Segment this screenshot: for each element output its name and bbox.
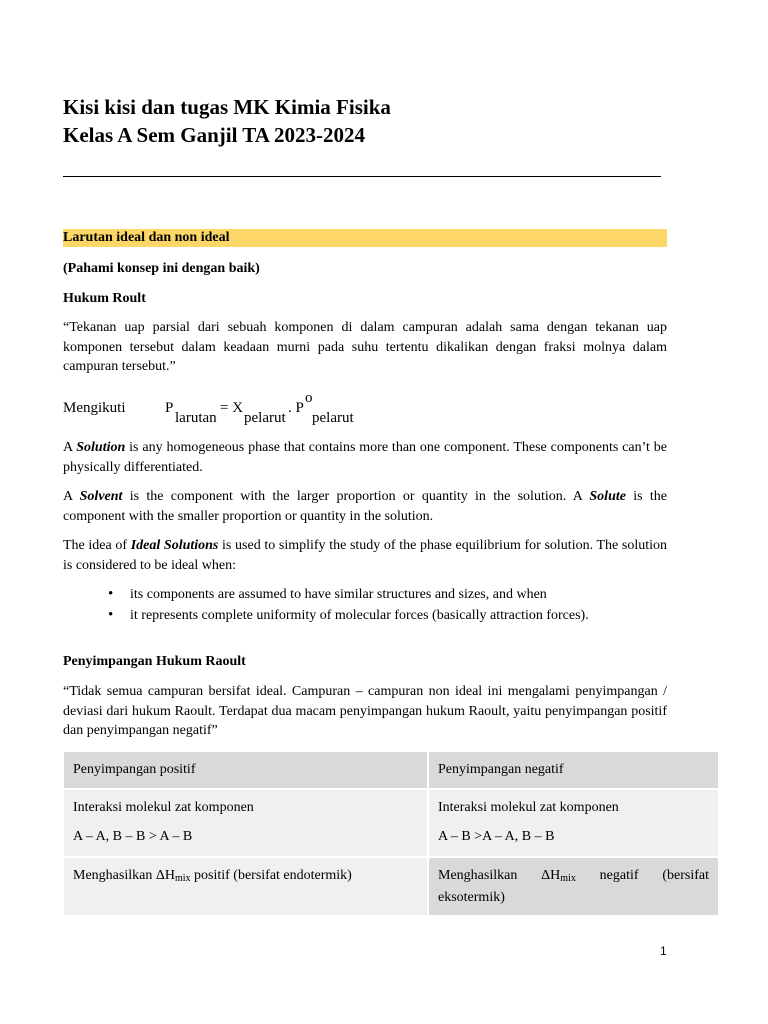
formula-x-sub: pelarut <box>244 410 286 426</box>
raoult-formula <box>63 388 463 432</box>
cell-text: positif (bersifat endotermik) <box>190 868 352 883</box>
ideal-rest: is used to simplify the study of the phase equilibrium for solution. The solution is considered to be ideal when: <box>63 538 668 573</box>
cell-word: negatif <box>599 868 639 883</box>
section-heading-larutan: Larutan ideal dan non ideal <box>63 230 230 245</box>
solution-definition <box>63 438 667 477</box>
formula-p: P <box>165 400 174 416</box>
ideal-conditions-list <box>108 584 589 626</box>
formula-dot-p: . P <box>288 400 304 416</box>
list-item: • it represents complete uniformity of molecular forces (basically attraction forces). <box>108 605 589 626</box>
section-heading-penyimpangan: Penyimpangan Hukum Raoult <box>63 654 246 669</box>
table-cell-negative-interaction <box>429 790 718 856</box>
cell-subscript: mix <box>560 873 576 884</box>
cell-line: Interaksi molekul zat komponen <box>438 800 619 815</box>
solvent-rest: is the component with the smaller proportion or quantity in the solution. <box>63 489 667 524</box>
formula-p-sub: larutan <box>175 410 217 426</box>
table-cell-negative-enthalpy <box>429 858 718 915</box>
table-cell-positive-interaction <box>64 790 427 856</box>
formula-eq: = X <box>220 400 244 416</box>
solvent-mid: is the component with the larger proportion or quantity in the solution. A <box>122 489 590 504</box>
cell-subscript: mix <box>174 873 191 884</box>
penyimpangan-quote: “Tidak semua campuran bersifat ideal. Campuran – campuran non ideal ini mengalami penyimpangan / deviasi dari hukum Raoult. Terdapat dua macam penyimpangan hukum Raoult, yaitu penyimpangan positif dan penyimpangan negatif” <box>63 684 667 738</box>
ideal-definition <box>63 536 667 575</box>
title-divider <box>63 176 661 177</box>
solvent-term: Solvent <box>79 489 123 504</box>
ideal-lead: The idea of <box>63 538 131 553</box>
cell-text: Menghasilkan ΔH <box>73 868 175 883</box>
document-title <box>63 93 391 149</box>
section-note: (Pahami konsep ini dengan baik) <box>63 261 260 276</box>
cell-word <box>541 866 576 888</box>
ideal-term: Ideal Solutions <box>130 538 219 553</box>
solution-rest: is any homogeneous phase that contains more than one component. These components can’t be physically differentiated. <box>63 440 668 475</box>
law-title: Hukum Roult <box>63 291 146 306</box>
table-cell-positive-enthalpy <box>64 858 427 915</box>
formula-p0-sub: pelarut <box>312 410 354 426</box>
page-number: 1 <box>660 944 667 958</box>
title-line-1: Kisi kisi dan tugas MK Kimia Fisika <box>63 95 391 119</box>
table-row <box>64 858 718 915</box>
cell-line: Interaksi molekul zat komponen <box>73 800 254 815</box>
solution-term: Solution <box>76 440 126 455</box>
formula-p0-sup: o <box>305 390 313 406</box>
deviation-table <box>62 750 720 917</box>
list-item: • its components are assumed to have similar structures and sizes, and when <box>108 584 589 605</box>
cell-line: eksotermik) <box>438 890 505 905</box>
cell-word: (bersifat <box>662 868 709 883</box>
solution-a: A <box>63 440 77 455</box>
cell-text: ΔH <box>541 868 561 883</box>
formula-lead: Mengikuti <box>63 400 126 416</box>
solvent-definition <box>63 487 667 526</box>
law-quote: “Tekanan uap parsial dari sebuah komponen di dalam campuran adalah sama dengan tekanan uap komponen tersebut dalam keadaan murni pada suhu tertentu dikalikan dengan fraksi molnya dalam campuran tersebut.” <box>63 320 667 374</box>
cell-justified-line <box>438 866 709 888</box>
table-header-positive: Penyimpangan positif <box>64 752 427 788</box>
cell-line: A – A, B – B > A – B <box>73 829 193 844</box>
solvent-a: A <box>63 489 80 504</box>
table-row <box>64 790 718 856</box>
cell-line: A – B >A – A, B – B <box>438 829 555 844</box>
cell-word: Menghasilkan <box>438 868 518 883</box>
solute-term: Solute <box>589 489 626 504</box>
table-header-negative: Penyimpangan negatif <box>429 752 718 788</box>
table-row <box>64 752 718 788</box>
title-line-2: Kelas A Sem Ganjil TA 2023-2024 <box>63 123 365 147</box>
